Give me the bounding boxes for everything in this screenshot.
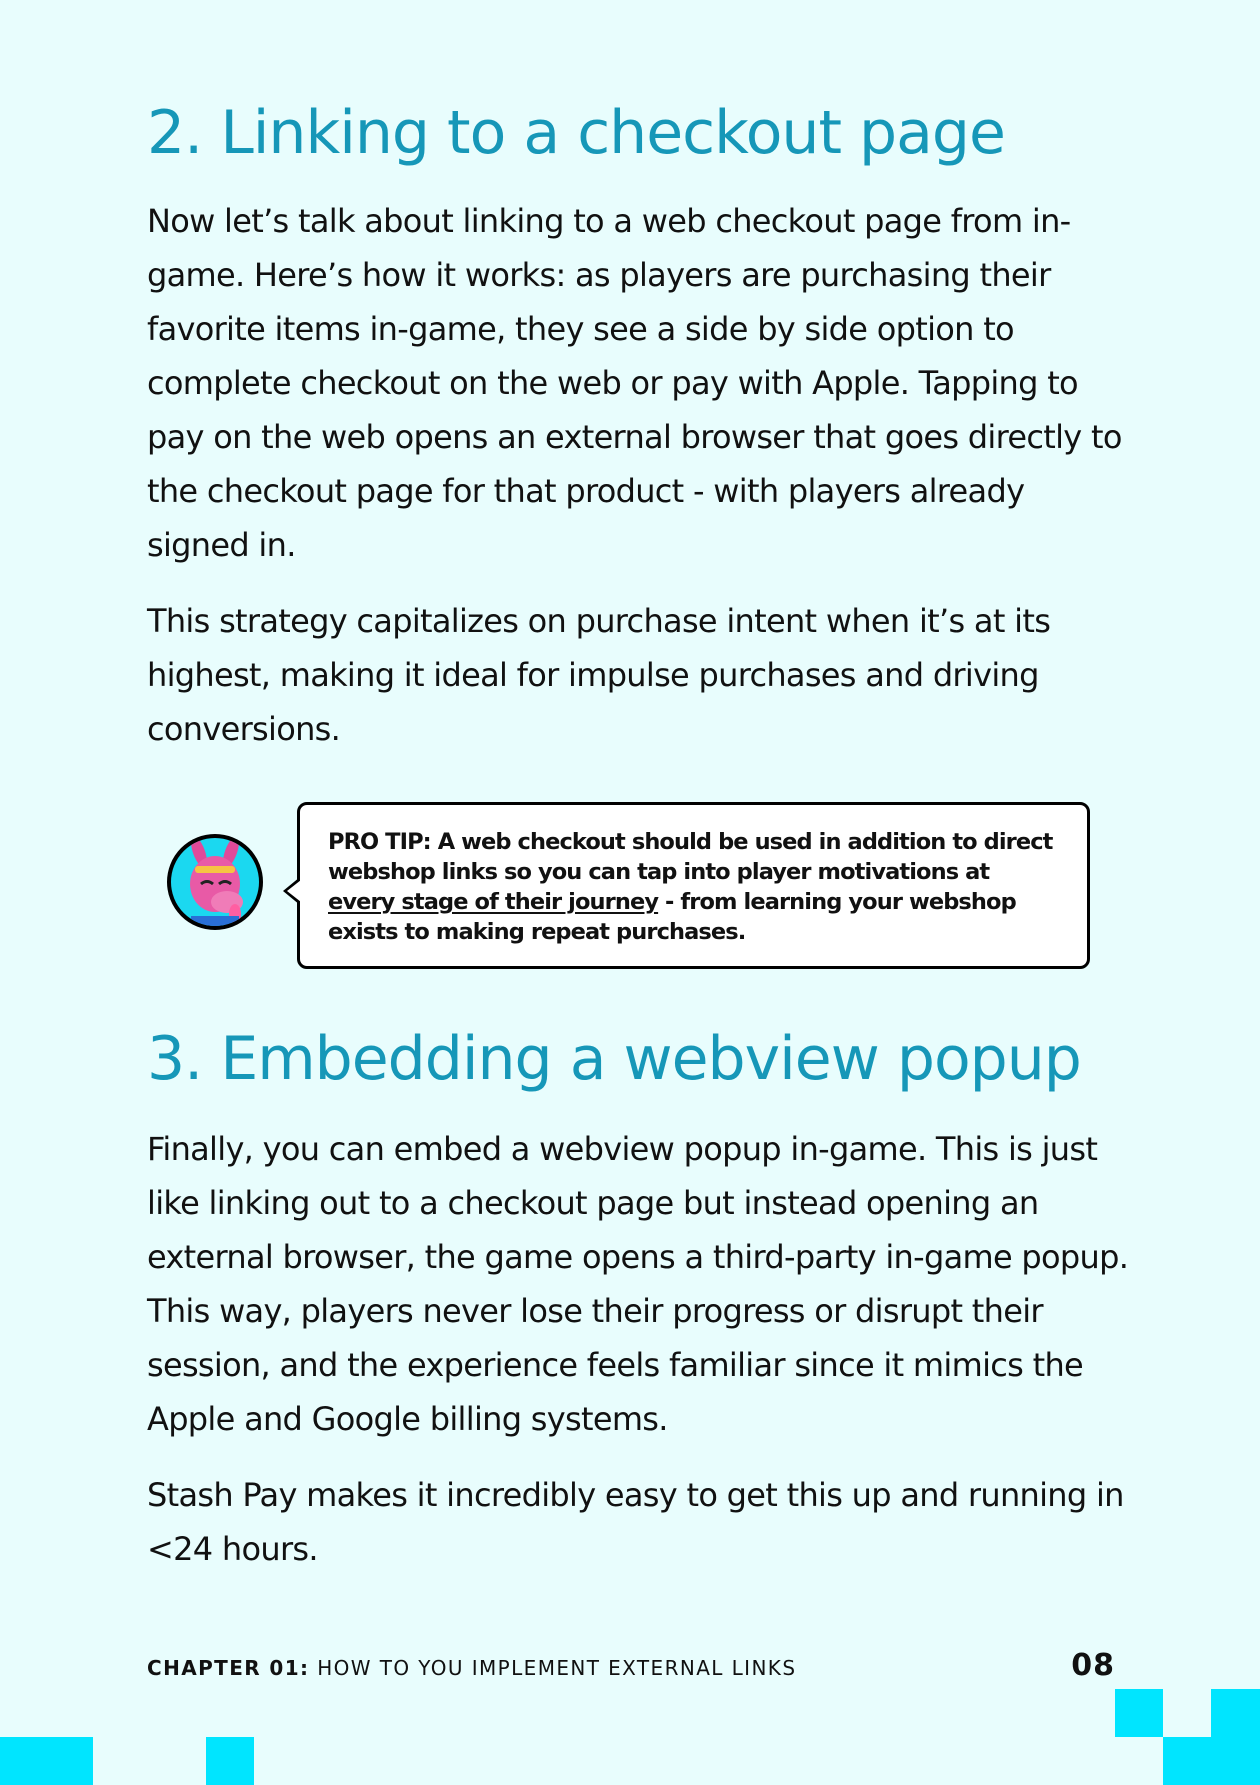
pro-tip-intro: PRO TIP: A web checkout should be used in addition to direct webshop links so you can tap into player motivations at [328,829,1053,885]
speech-pointer [283,877,300,905]
pro-tip-box [297,802,1090,969]
chapter-label: CHAPTER 01: [147,1656,310,1680]
checkout-link-paragraph: Now let’s talk about linking to a web checkout page from in-game. Here’s how it works: as players are purchasing their favorite items in-game, they see a side by side option to complete checkout on the web or pay with Apple. Tapping to pay on the web opens an external browser that goes directly to the checkout page for that product - with players already signed in. [147,202,1122,564]
pro-tip-text [328,827,1059,947]
webview-popup-paragraph: Finally, you can embed a webview popup in-game. This is just like linking out to a checkout page but instead opening an external browser, the game opens a third-party in-game popup. This way, players never lose their progress or disrupt their session, and the experience feels familiar since it mimics the Apple and Google billing systems. [147,1130,1129,1438]
decorative-block [1115,1689,1163,1737]
page-content [147,100,1132,1576]
decorative-block [206,1737,254,1785]
chapter-title: HOW TO YOU IMPLEMENT EXTERNAL LINKS [309,1656,797,1680]
journey-link[interactable]: every stage of their journey [328,889,659,915]
decorative-block [0,1737,93,1785]
stash-pay-paragraph: Stash Pay makes it incredibly easy to get this up and running in <24 hours. [147,1476,1124,1568]
section-heading-linking-checkout: 2. Linking to a checkout page [147,98,1005,168]
page-number: 08 [1071,1648,1115,1683]
decorative-block [1163,1737,1211,1785]
pro-tip-callout [147,802,1132,972]
footer-chapter [147,1656,796,1680]
pro-tip-ending: - from learning your webshop exists to making repeat purchases. [328,889,1016,945]
section-heading-webview-popup: 3. Embedding a webview popup [147,1024,1081,1094]
decorative-block [1211,1689,1260,1785]
purchase-intent-paragraph: This strategy capitalizes on purchase intent when it’s at its highest, making it ideal for impulse purchases and driving conversions. [147,602,1051,748]
llama-mascot-icon [167,834,263,930]
